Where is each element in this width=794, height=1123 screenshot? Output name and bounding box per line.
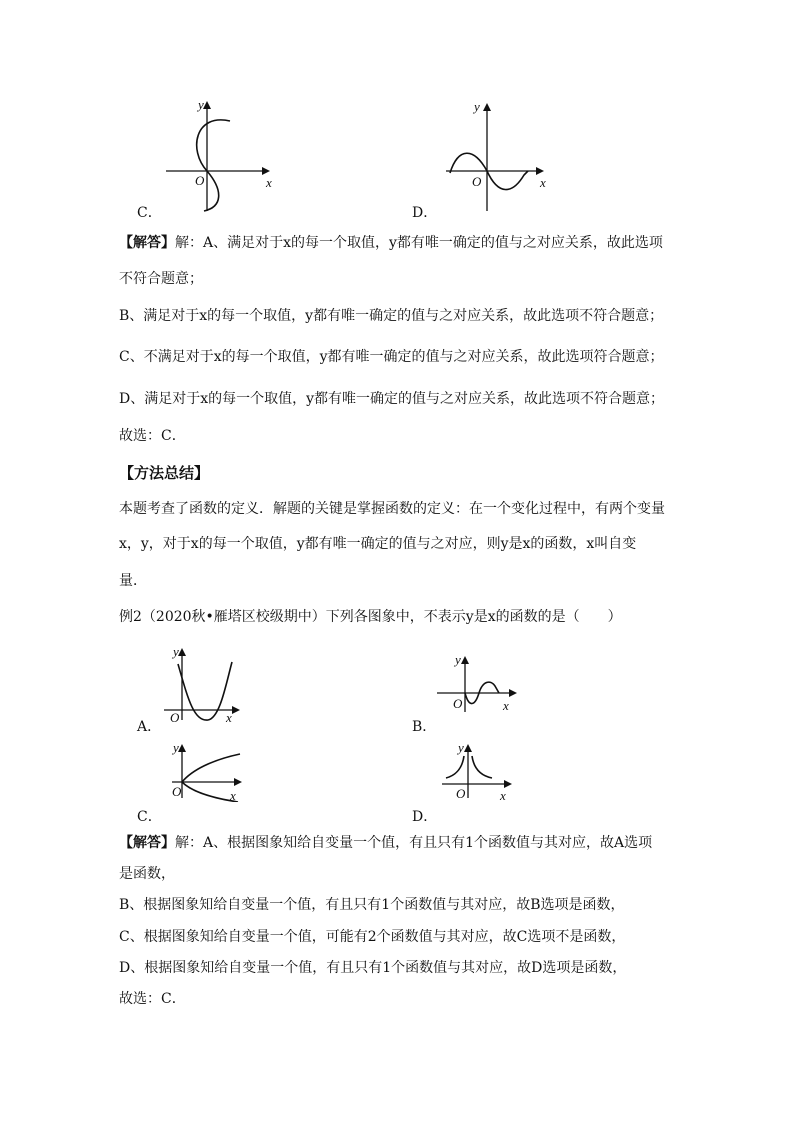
answer-line-4: C、不满足对于x的每一个取值，y都有唯一确定的值与之对应关系，故此选项符合题意； xyxy=(119,349,664,365)
option-a-label: A． xyxy=(137,719,162,735)
answer-line-1: 【解答】解：A、满足对于x的每一个取值，y都有唯一确定的值与之对应关系，故此选项 xyxy=(119,235,663,251)
origin-label: O xyxy=(453,696,463,711)
origin-label: O xyxy=(472,174,482,189)
answer-line-6: 故选：C． xyxy=(119,428,186,444)
option-c2-label: C． xyxy=(137,809,162,825)
method-line-3: 量． xyxy=(119,573,147,589)
graph-top-c xyxy=(160,95,280,215)
option-d2-label: D． xyxy=(412,809,438,825)
ex2-answer-line-1: 【解答】解：A、根据图象知给自变量一个值，有且只有1个函数值与其对应，故A选项 xyxy=(119,835,653,851)
graph-ex2-a xyxy=(160,644,250,724)
x-axis-label: x xyxy=(230,788,236,802)
method-title: 【方法总结】 xyxy=(119,464,210,482)
ex2-answer-line-3: B、根据图象知给自变量一个值，有且只有1个函数值与其对应，故B选项是函数， xyxy=(119,897,625,913)
origin-label: O xyxy=(195,173,205,188)
y-axis-label: y xyxy=(474,99,480,114)
option-d-label: D． xyxy=(412,205,438,221)
graph-top-d xyxy=(440,95,560,215)
example-2-question: 例2（2020秋•雁塔区校级期中）下列各图象中，不表示y是x的函数的是（ ） xyxy=(119,609,622,625)
y-axis-label: y xyxy=(198,97,204,112)
origin-label: O xyxy=(172,784,182,799)
y-axis-label: y xyxy=(173,644,179,659)
x-axis-label: x xyxy=(540,175,546,190)
method-line-2: x，y，对于x的每一个取值，y都有唯一确定的值与之对应，则y是x的函数，x叫自变 xyxy=(119,536,637,552)
answer-line-2: 不符合题意； xyxy=(119,271,203,287)
method-line-1: 本题考查了函数的定义．解题的关键是掌握函数的定义：在一个变化过程中，有两个变量 xyxy=(119,501,665,517)
answer-line-5: D、满足对于x的每一个取值，y都有唯一确定的值与之对应关系，故此选项不符合题意； xyxy=(119,391,665,407)
option-c-label: C． xyxy=(137,205,162,221)
ex2-answer-line-6: 故选：C． xyxy=(119,991,186,1007)
x-axis-label: x xyxy=(503,698,509,713)
x-axis-label: x xyxy=(226,710,232,724)
graph-ex2-c xyxy=(168,740,248,802)
x-axis-label: x xyxy=(500,788,506,802)
origin-label: O xyxy=(456,786,466,801)
y-axis-label: y xyxy=(173,740,179,755)
origin-label: O xyxy=(170,710,180,724)
graph-ex2-b xyxy=(435,652,525,714)
ex2-answer-line-2: 是函数， xyxy=(119,866,175,882)
ex2-answer-line-4: C、根据图象知给自变量一个值，可能有2个函数值与其对应，故C选项不是函数， xyxy=(119,929,626,945)
graph-ex2-d xyxy=(438,740,518,802)
ex2-answer-line-5: D、根据图象知给自变量一个值，有且只有1个函数值与其对应，故D选项是函数， xyxy=(119,960,627,976)
x-axis-label: x xyxy=(266,175,272,190)
y-axis-label: y xyxy=(455,652,461,667)
y-axis-label: y xyxy=(458,740,464,755)
option-b-label: B． xyxy=(412,719,437,735)
answer-line-3: B、满足对于x的每一个取值，y都有唯一确定的值与之对应关系，故此选项不符合题意； xyxy=(119,308,664,324)
